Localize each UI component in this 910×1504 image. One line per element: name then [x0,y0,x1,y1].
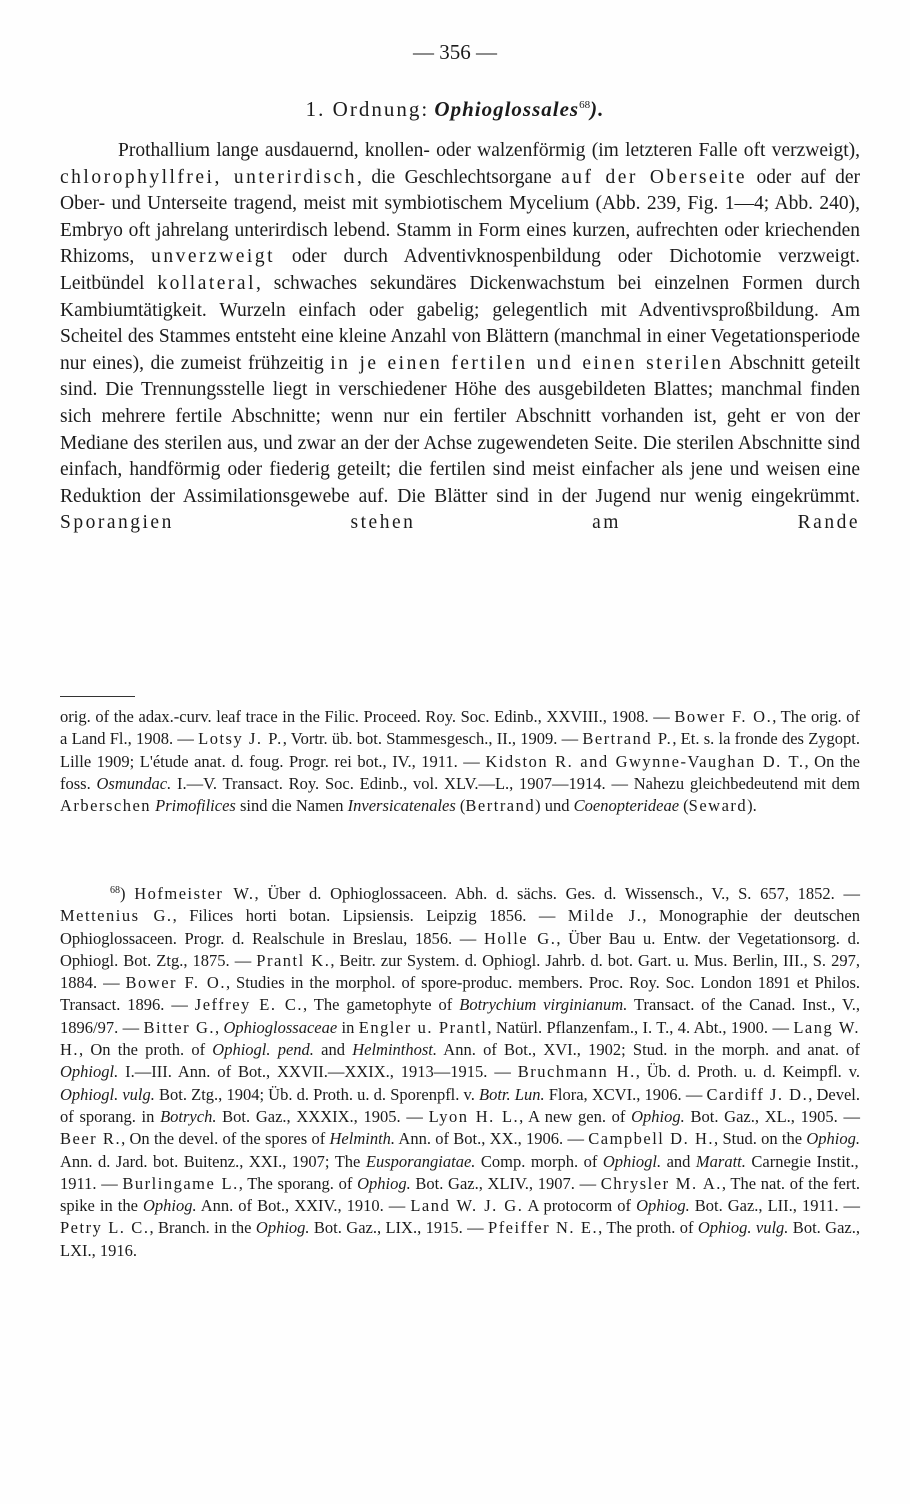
author-name: Bertrand [465,796,536,816]
spaced-emphasis: Sporangien stehen am Rande [60,512,860,534]
spaced-emphasis: kollateral [157,272,256,294]
author-name: Kidston R. and Gwynne-Vaughan D. T. [485,751,805,771]
author-name: Lotsy J. P. [198,729,283,749]
taxon-name: Ophiog. [255,1218,310,1238]
author-name: Petry L. C. [60,1218,150,1238]
taxon-name: Primofilices [155,796,236,816]
taxon-name: Ophiogl. vulg. [60,1084,155,1104]
taxon-name: Eusporangiatae. [365,1151,476,1171]
author-name: Prantl K. [256,950,331,970]
author-name: Campbell D. H. [588,1129,715,1149]
footnote-rule [60,696,135,697]
heading-suffix: ). [590,97,605,121]
heading-title: Ophioglossales [434,97,580,121]
main-paragraph: Prothallium lange ausdauernd, knollen- oder walzenförmig (im letzteren Falle oft verzweigt), chlorophyllfrei, unterirdisch, die Geschlechtsorgane auf der Oberseite oder auf der Ober- und Unterseite tragend, meist mit symbiotischem Mycelium (Abb. 239, Fig. 1—4; Abb. 240), Embryo oft jahrelang unterirdisch lebend. Stamm in Form eines kurzen, aufrechten oder kriechenden Rhizoms, unverzweigt oder durch Adventivknospenbildung oder Dichotomie verzweigt. Leitbündel kollateral, schwaches sekundäres Dickenwachstum bei einzelnen Formen durch Kambiumtätigkeit. Wurzeln einfach oder gabelig; gelegentlich mit Adventivsproßbildung. Am Scheitel des Stammes entsteht eine kleine Anzahl von Blättern (manchmal in einer Vegetationsperiode nur eines), die zumeist frühzeitig in je einen fertilen und einen sterilen Abschnitt geteilt sind. Die Trennungsstelle liegt in verschiedener Höhe des ausgebildeten Blattes; manchmal finden sich mehrere fertile Abschnitte; wenn nur ein fertiler Abschnitt vorhanden ist, geht er von der Mediane des sterilen aus, und zwar an der der Achse zugewendeten Seite. Die sterilen Abschnitte sind einfach, handförmig oder fiederig geteilt; die fertilen sind meist einfacher als jene und weisen eine Reduktion der Assimilationsgewebe auf. Die Blätter sind in der Jugend nur wenig eingekrümmt. Sporangien stehen am Rande [60,140,860,534]
page-number: — 356 — [413,40,497,64]
spaced-emphasis: auf der Oberseite [561,166,748,188]
author-name: Lyon H. L. [428,1106,520,1126]
author-name: Chrysler M. A. [600,1173,722,1193]
author-name: Lang W. H. [60,1017,861,1060]
spaced-emphasis: unverzweigt [151,246,276,268]
author-name: Seward [688,796,748,816]
author-name: Bower F. O. [674,707,773,726]
taxon-name: Ophiog. [142,1196,197,1216]
spaced-emphasis: in je einen fertilen und einen sterilen [330,352,724,374]
taxon-name: Maratt. [695,1151,746,1171]
taxon-name: Ophiogl. [602,1151,662,1171]
taxon-name: Ophiog. vulg. [697,1218,789,1238]
taxon-name: Inversicatenales [347,796,456,816]
taxon-name: Ophiog. [636,1196,690,1216]
footnote-continuation: orig. of the adax.-curv. leaf trace in the Filic. Proceed. Roy. Soc. Edinb., XXVIII., 1908. — Bower F. O., The orig. of a Land Fl., 1908. — Lotsy J. P., Vortr. üb. bot. Stammesgesch., II., 1909. — Bertrand P., Et. s. la fronde des Zygopt. Lille 1909; L'étude anat. d. foug. Progr. rei bot., IV., 1911. — Kidston R. and Gwynne-Vaughan D. T., On the foss. Osmundac. I.—V. Transact. Roy. Soc. Edinb., vol. XLV.—L., 1907—1914. — Nahezu gleichbedeutend mit dem Arberschen Primofilices sind die Namen Inversicatenales (Bertrand) und Coenopterideae (Seward). [60,707,861,816]
taxon-name: Helminth. [329,1129,396,1149]
taxon-name: Ophiog. [631,1106,685,1126]
taxon-name: Botrych. [160,1106,217,1126]
taxon-name: Ophiog. [806,1129,860,1149]
taxon-name: Osmundac. [96,773,172,793]
author-name: Milde J. [567,906,643,926]
author-name: Bitter G. [143,1017,215,1037]
heading-footnote-ref: 68 [579,99,591,111]
author-name: Pfeiffer N. E. [488,1218,599,1238]
author-name: Bruchmann H. [517,1062,636,1082]
taxon-name: Botr. Lun. [479,1084,545,1104]
author-name: Jeffrey E. C. [194,995,304,1015]
author-name: Beer R. [60,1129,122,1149]
author-name: Engler u. Prantl [358,1017,488,1037]
footnote-number: 68 [110,885,120,896]
taxon-name: Ophiogl. [60,1062,119,1082]
taxon-name: Ophiog. [357,1173,411,1193]
author-name: Land W. J. G. [410,1196,524,1216]
taxon-name: Ophioglossaceae [223,1017,338,1037]
taxon-name: Ophiogl. pend. [212,1040,314,1060]
author-name: Cardiff J. D. [706,1084,809,1104]
author-name: Holle G. [483,928,557,948]
author-name: Mettenius G. [60,906,173,926]
footnote-68: $^{68}$) Hofmeister W., Über d. Ophioglossaceen. Abh. d. sächs. Ges. d. Wissensch., V., S. 657, 1852. — Mettenius G., Filices horti botan. Lipsiensis. Leipzig 1856. — Milde J., Monographie der deutschen Ophioglossaceen. Progr. d. Realschule in Breslau, 1856. — Holle G., Über Bau u. Entw. der Vegetationsorg. d. Ophiogl. Bot. Ztg., 1875. — Prantl K., Beitr. zur System. d. Ophiogl. Jahrb. d. bot. Gart. u. Mus. Berlin, III., S. 297, 1884. — Bower F. O., Studies in the morphol. of spore-produc. members. Proc. Roy. Soc. London 1891 et Philos. Transact. 1896. — Jeffrey E. C., The gametophyte of Botrychium virginianum. Transact. of the Canad. Inst., V., 1896/97. — Bitter G., Ophioglossaceae in Engler u. Prantl, Natürl. Pflanzenfam., I. T., 4. Abt., 1900. — Lang W. H., On the proth. of Ophiogl. pend. and Helminthost. Ann. of Bot., XVI., 1902; Stud. in the morph. and anat. of Ophiogl. I.—III. Ann. of Bot., XXVII.—XXIX., 1913—1915. — Bruchmann H., Üb. d. Proth. u. d. Keimpfl. v. Ophiogl. vulg. Bot. Ztg., 1904; Üb. d. Proth. u. d. Sporenpfl. v. Botr. Lun. Flora, XCVI., 1906. — Cardiff J. D., Devel. of sporang. in Botrych. Bot. Gaz., XXXIX., 1905. — Lyon H. L., A new gen. of Ophiog. Bot. Gaz., XL., 1905. — Beer R., On the devel. of the spores of Helminth. Ann. of Bot., XX., 1906. — Campbell D. H., Stud. on the Ophiog. Ann. d. Jard. bot. Buitenz., XXI., 1907; The Eusporangiatae. Comp. morph. of Ophiogl. and Maratt. Carnegie Instit., 1911. — Burlingame L., The sporang. of Ophiog. Bot. Gaz., XLIV., 1907. — Chrysler M. A., The nat. of the fert. spike in the Ophiog. Ann. of Bot., XXIV., 1910. — Land W. J. G. A protocorm of Ophiog. Bot. Gaz., LII., 1911. — Petry L. C., Branch. in the Ophiog. Bot. Gaz., LIX., 1915. — Pfeiffer N. E., The proth. of Ophiog. vulg. Bot. Gaz., LXI., 1916. [60,884,861,1260]
section-heading [0,97,910,122]
taxon-name: Botrychium virginianum. [459,995,628,1015]
spaced-emphasis: chlorophyllfrei, unterirdisch [60,166,357,188]
author-name: Burlingame L. [122,1173,239,1193]
author-name: Hofmeister W. [134,884,255,903]
taxon-name: Coenopterideae [573,796,680,816]
author-name: Bower F. O. [125,973,226,993]
author-name: Bertrand P. [582,729,673,749]
taxon-name: Helminthost. [352,1040,437,1060]
author-name: Arberschen [60,796,152,816]
heading-prefix: 1. Ordnung: [305,97,430,121]
